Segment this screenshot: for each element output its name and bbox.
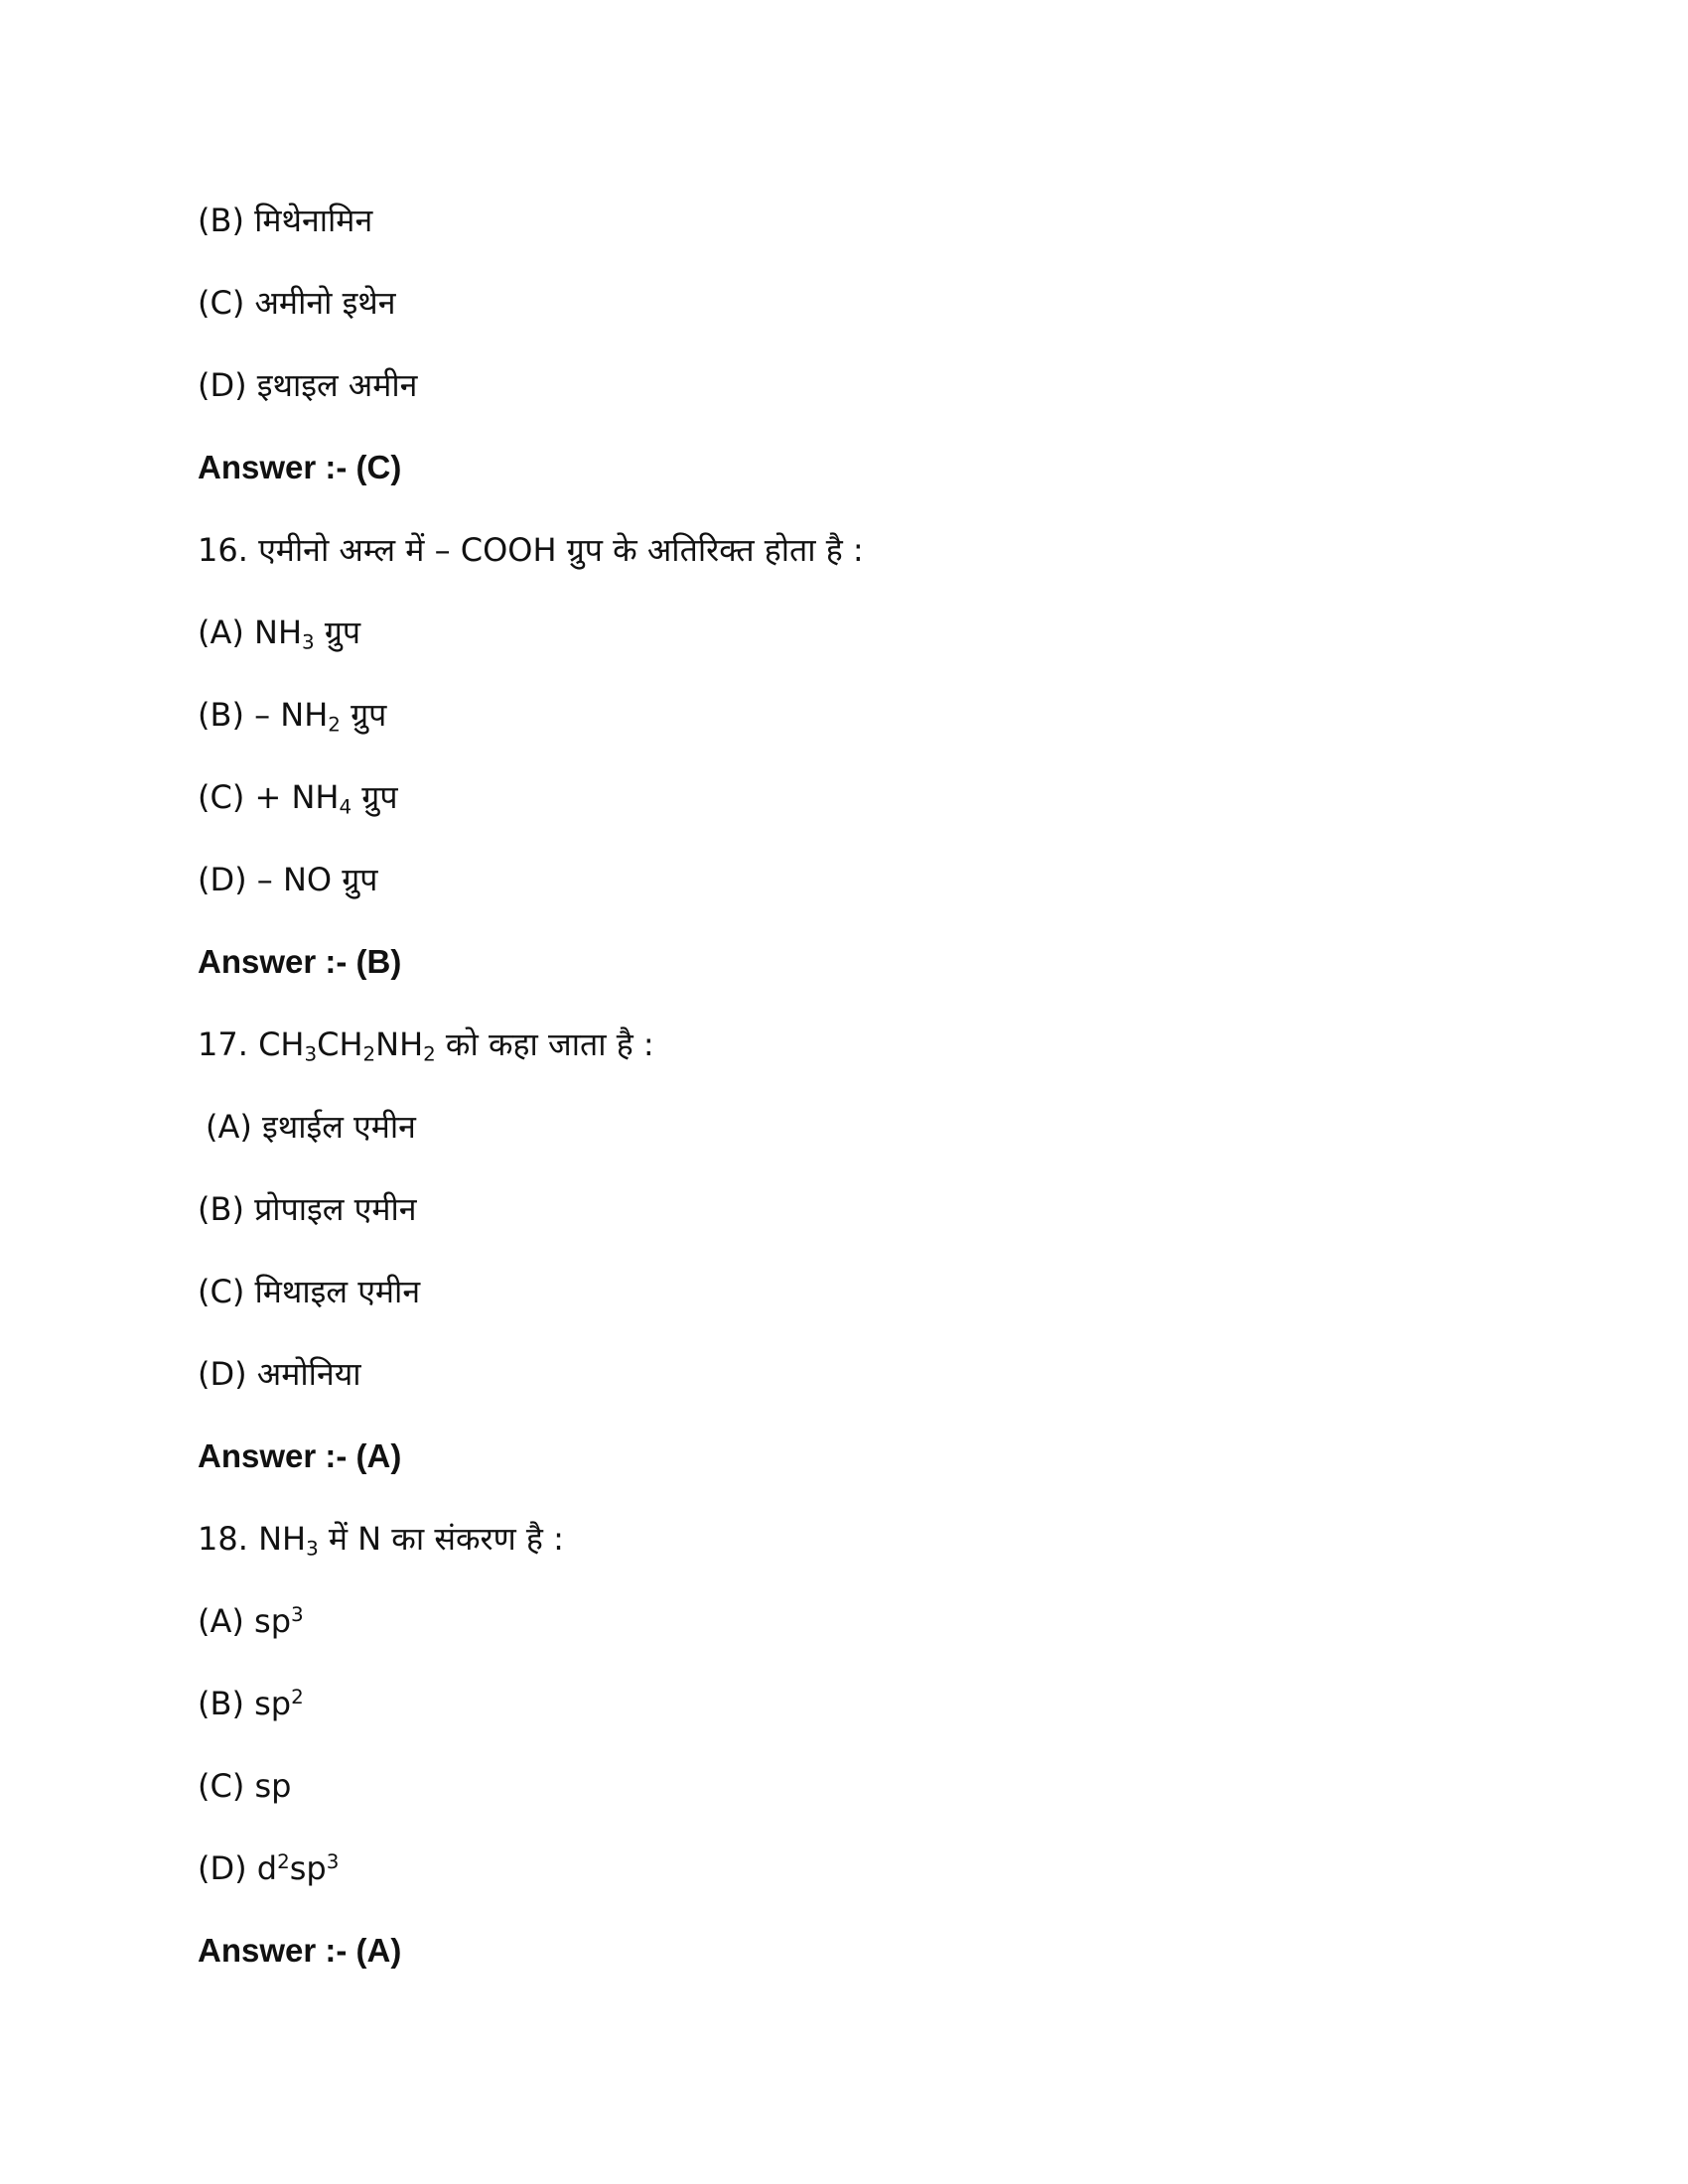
- q17-option-c: (C) मिथाइल एमीन: [198, 1273, 421, 1310]
- q16-question: 16. एमीनो अम्ल में – COOH ग्रुप के अतिरिक्त होता है :: [198, 531, 864, 569]
- q16-option-b: $(B) - NH_2$ ग्रुप: [198, 696, 387, 737]
- q18-option-b: (B) $sp^2$: [198, 1685, 304, 1722]
- q15-option-c: (C) अमीनो इथेन: [198, 284, 396, 322]
- q15-option-d: (D) इथाइल अमीन: [198, 366, 418, 404]
- q18-option-a: (A) $sp^3$: [198, 1602, 304, 1640]
- q16-option-c: $(C) + NH_4$ ग्रुप: [198, 778, 398, 819]
- q16-answer: Answer :- (B): [198, 943, 402, 980]
- q18-option-d: (D) $d^2sp^3$: [198, 1849, 340, 1887]
- q18-question: 18. $NH_3$ में N का संकरण है :: [198, 1520, 564, 1561]
- q18-option-c: (C) sp: [198, 1767, 292, 1805]
- q16-option-a: (A) $NH_3$ ग्रुप: [198, 614, 361, 654]
- q17-option-d: (D) अमोनिया: [198, 1355, 361, 1393]
- q15-answer: Answer :- (C): [198, 449, 402, 485]
- q17-option-a: (A) इथाईल एमीन: [206, 1108, 416, 1146]
- q18-answer: Answer :- (A): [198, 1932, 402, 1969]
- q15-option-b: (B) मिथेनामिन: [198, 202, 373, 239]
- q16-option-d: (D) – NO ग्रुप: [198, 861, 378, 898]
- q17-answer: Answer :- (A): [198, 1437, 402, 1474]
- q17-option-b: (B) प्रोपाइल एमीन: [198, 1190, 417, 1228]
- q17-question: 17. $CH_3CH_2NH_2$ को कहा जाता है :: [198, 1025, 654, 1066]
